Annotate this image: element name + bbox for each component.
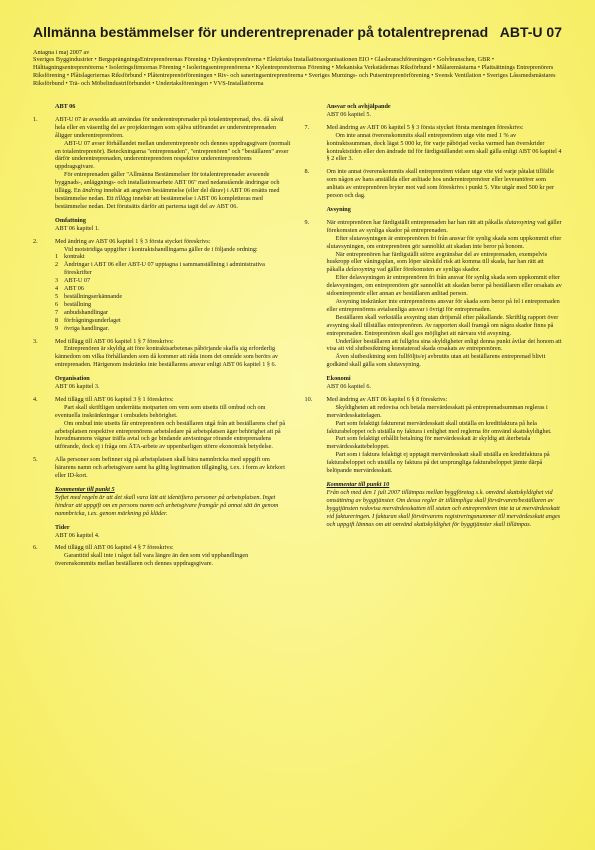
- clause-3: [33, 338, 291, 370]
- paragraph: För entreprenaden gäller "Allmänna Bestämmelser för totalentreprenader avseende byggnads-, anläggnings- och installationsarbete ABT 06" med nedanstående ändringar och tillägg. En ändring innebär att angiven bestämmelse (eller del därav) i ABT 06 ersätts med bestämmelse nedan. Ett tillägg innebär att bestämmelse i ABT 06 kompletteras med bestämmelse nedan. Det förutsätts därför att parterna tagit del av ABT 06.: [55, 171, 280, 210]
- paragraph: Part skall skriftligen underrätta motparten om vem som utsetts till ombud och om eventuella inskränkningar i ombudets behörighet.: [55, 403, 266, 419]
- paragraph: Underlåter beställaren att fullgöra sina skyldigheter enligt denna punkt åvilar det honom att visa att vid slutbesiktning konstaterad skada orsakats av entreprenören.: [326, 337, 562, 353]
- section-heading: Organisation: [55, 375, 90, 383]
- clause-4: [33, 396, 291, 451]
- clause-1: [33, 116, 291, 211]
- comment-box: [55, 486, 291, 518]
- section-heading: Ekonomi: [326, 375, 351, 383]
- paragraph: Med tillägg till ABT 06 kapitel 4 § 7 föreskrivs:: [55, 544, 174, 552]
- paragraph: Skyldigheten att redovisa och betala mervärdesskatt på entreprenadsumman regleras i mervärdesskattelagen.: [326, 403, 548, 419]
- clause-7: [305, 124, 563, 164]
- intro: [33, 49, 562, 89]
- clause-10: [305, 396, 563, 475]
- section-subheading: ABT 06 kapitel 4.: [55, 531, 100, 539]
- paragraph: Part som felaktigt fakturerat mervärdesskatt skall utställa en kreditfaktura på hela fakturabeloppet och utställa ny faktura i enlighet med reglerna för omvänd skattskyldighet.: [326, 419, 552, 435]
- clause-number: 10.: [304, 395, 313, 403]
- precedence-list-item: 6 beställning: [55, 300, 92, 308]
- section-subheading: ABT 06 kapitel 5.: [326, 110, 372, 118]
- precedence-list-item: 5 beställningserkännande: [55, 292, 123, 300]
- section-heading: Avsyning: [326, 206, 351, 213]
- paragraph: Om inte annat överenskommits skall entreprenören vidare utge vite vid varje påtalat tillfälle som någon av hans anställda eller anlitade hos underentreprenörer eller leverantörer som anlitats av entreprenören bryter mot vad som föreskrivs i punkt 5. Vite utgår med 500 kr per person och dag.: [326, 168, 555, 200]
- paragraph: Med ändring av ABT 06 kapitel 6 § 8 föreskrivs:: [326, 395, 448, 403]
- section-heading: ABT 06: [55, 103, 76, 111]
- clause-9: [305, 219, 563, 369]
- clause-number: 4.: [33, 395, 38, 403]
- precedence-list-item: 7 anbudshandlingar: [55, 308, 108, 316]
- paragraph: Med ändring av ABT 06 kapitel 1 § 3 första stycket föreskrivs:: [55, 237, 211, 245]
- clause-8: [305, 168, 563, 200]
- comment-title: Kommentar till punkt 5: [55, 486, 115, 493]
- paragraph: Efter delavsyningen är entreprenören fri från ansvar för synlig skada som uppkommit efter delavsyningen, om entreprenören gör sannolikt att skadan beror på beställaren eller orsakats av sidoentreprenör eller annan av beställaren anlitad person.: [326, 274, 562, 298]
- paragraph: Part som i faktura felaktigt ej upptagit mervärdesskatt skall utställa en kreditfaktura på fakturabeloppet och utställa ny faktura på det ursprungliga fakturabeloppet jämte därpå belöpande mervärdesskatt.: [326, 451, 550, 475]
- clause-number: 7.: [304, 123, 310, 131]
- section-heading: Tider: [55, 523, 70, 531]
- precedence-list-item: 1 kontrakt: [55, 253, 85, 261]
- document-code: ABT-U 07: [499, 24, 562, 40]
- comment-title: Kommentar till punkt 10: [326, 481, 390, 488]
- paragraph: Med ändring av ABT 06 kapitel 5 § 3 första stycket första meningen föreskrivs:: [326, 123, 524, 131]
- paragraph: Beställaren skall verkställa avsyning utan dröjsmål efter påkallande. Skriftlig rapport över avsyning skall tillställas entreprenören. Av rapporten skall framgå om några skador finns på entreprenaden. Entreprenören skall ges möjlighet att närvara vid avsyning.: [326, 313, 559, 337]
- paragraph: Med tillägg till ABT 06 kapitel 3 § 1 föreskrivs:: [55, 395, 174, 403]
- precedence-list-item: 9 övriga handlingar.: [55, 324, 110, 332]
- comment-body: Från och med den 1 juli 2007 tillämpas mellan byggföretag s.k. omvänd skattskyldighet vid omsättning av byggtjänster. Om dessa regler är tillämpliga skall förvärvaren/beställaren av byggtjänsten redovisa mervärdesskatten till staten och entreprenören inte ta ut mervärdesskatt vid faktureringen. I fakturan skall förvärvarens registreringsnummer till mervärdesskatt anges och uppgift lämnas om att omvänd skattskyldighet för byggtjänster skall tillämpas.: [326, 488, 561, 528]
- comment-box: [327, 481, 563, 528]
- paragraph: Alla personer som befinner sig på arbetsplatsen skall bära namnbricka med uppgift om härarens namn och arbetsgivare samt ha giltig legitimation tillgänglig, t.ex. i form av körkort eller ID-kort.: [55, 456, 285, 480]
- clause-number: 5.: [33, 456, 38, 464]
- clause-number: 2.: [33, 237, 38, 245]
- paragraph: Vid motstridiga uppgifter i kontraktshandlingarna gäller de i följande ordning:: [64, 245, 258, 253]
- paragraph: Avsyning inskränker inte entreprenörens ansvar för skada som beror på fel i entreprenaden eller entreprenörens avtalsenliga ansvar i övrigt för entreprenaden.: [326, 297, 560, 313]
- clause-6: [33, 544, 291, 568]
- precedence-list-item: 4 ABT 06: [55, 285, 84, 293]
- clause-number: 6.: [33, 544, 38, 552]
- document-title: Allmänna bestämmelser för underentreprenader på totalentreprenad: [33, 24, 489, 40]
- clause-number: 8.: [304, 168, 310, 176]
- clause-number: 1.: [33, 115, 38, 123]
- precedence-list-item: 8 förfrågningsunderlaget: [55, 316, 121, 324]
- paragraph: När entreprenören har färdigställt större avgränsbar del av entreprenaden, exempelvis huskropp eller våningsplan, som löper särskild risk att komma till skada, har han rätt att påkalla delavsyning vad gäller förekomsten av synliga skador.: [326, 250, 548, 274]
- section-heading: Omfattning: [55, 216, 86, 224]
- adoption-line: Antagna i maj 2007 av: [33, 48, 90, 56]
- paragraph: Part som felaktigt erhållit betalning för mervärdesskatt är skyldig att återbetala mervärdesskattebeloppet.: [326, 435, 531, 451]
- right-column: [305, 103, 563, 568]
- precedence-list-item: 3 ABT-U 07: [55, 277, 91, 285]
- left-column: [33, 103, 291, 568]
- section-heading: Ansvar och avhjälpande: [326, 103, 391, 111]
- clause-number: 9.: [304, 218, 310, 226]
- body-columns: [33, 103, 562, 568]
- paragraph: Med tillägg till ABT 06 kapitel 1 § 7 föreskrivs:: [55, 337, 174, 345]
- clause-number: 3.: [33, 337, 38, 345]
- document-header: [33, 25, 562, 41]
- precedence-list-item: 2 Ändringar i ABT 06 eller ABT-U 07 upptagna i sammanställning i administrativa föreskrifter: [55, 261, 265, 277]
- paragraph: ABT-U 07 är avsedda att användas för underentreprenader på totalentreprenad, dvs. då såväl hela eller en väsentlig del av projekteringen som själva utförandet av underentreprenaden åligger underentreprenören.: [55, 115, 284, 139]
- paragraph: Efter slutavsyningen är entreprenören fri från ansvar för synlig skada som uppkommit efter slutavsyningen, om entreprenören gör sannolikt att skadan inte beror på honom.: [326, 234, 562, 250]
- clause-2: [33, 238, 291, 333]
- precedence-list: [55, 253, 291, 332]
- paragraph: Garantitid skall inte i något fall vara längre än den som vid upphandlingen överenskommits mellan beställaren och dennes uppdragsgivare.: [55, 552, 249, 568]
- clause-5: [33, 456, 291, 480]
- paragraph: ABT-U 07 avser förhållandet mellan underentreprenör och dennes uppdragsgivare (normalt en totalentreprenör). Beteckningarna "entreprenaden", "entreprenören" och "beställaren" avser därför underentreprenaden, underentreprenören respektive underentreprenörens uppdragsgivare.: [55, 139, 291, 171]
- comment-body: Syftet med regeln är att det skall vara lätt att identifiera personer på arbetsplatsen. Inget hindrar att uppgift om en persons namn och arbetsgivare framgår på annat sätt än genom namnbricka, t.ex. genom märkning på kläder.: [55, 493, 279, 517]
- paragraph: Entreprenören är skyldig att före kontraktsarbetenas påbörjande skaffa sig erforderlig kännedom om vilka förhållanden som då kommer att råda inom det område som berörs av entreprenaden. Härigenom inskränks inte beställarens ansvar enligt ABT 06 kapitel 1 § 6.: [55, 345, 279, 369]
- section-subheading: ABT 06 kapitel 1.: [55, 224, 100, 232]
- paragraph: Om ombud inte utsetts får entreprenören och beställaren utgå från att beställarens chef på arbetsplatsen respektive entreprenörens arbetsledare på arbetsplatsen äger behörighet att på huvudmannens vägnar träffa avtal och ge bindande anvisningar rörande entreprenadens utförande, dock ej i fråga om ÄTA-arbete av uppenbarligen större ekonomisk betydelse.: [55, 419, 286, 451]
- paragraph: Om inte annat överenskommits skall entreprenören utge vite med 1 % av kontraktssumman, dock lägst 5 000 kr, för varje påbörjad vecka varmed han överskrider kontraktstiden eller den ändrade tid för färdigställandet som skall gälla enligt ABT 06 kapitel 4 § 2 eller 3.: [326, 131, 562, 163]
- paragraph: Även slutbesiktning som fullföljts/ej avbrutits utan att beställarens entreprenad blivit godkänd skall gälla som slutavsyning.: [326, 353, 546, 369]
- organization-list: Sveriges Byggindustrier • BergsprängningsEntreprenörernas Förening • Dykentreprenörerna • Elektriska Installatörsorganisationen EIO • Glasbranschföreningen • Golvbranschen, GBR • Hälttagningsentreprenörerna • Isoleringsfirmornas Förening • Isoleringsentreprenörerna • Kylentreprenörernas Förening • Mekaniska Verkstädernas Riksförbund • Målaremästarna • Plattsättnings Entreprenörers Riksförening • Plåtslageriernas Riksförbund • Plåtentreprenörföreningen • Riv- och saneringsentreprenörerna • Sveriges Murnings- och Putsentreprenörförening • Svensk Ventilation • Sveriges Låssmedsmästares Riksförbund • Trä- och Möbelindustriförbundet • Undertaksföreningen • VVS-Installatörerna: [33, 56, 556, 88]
- section-subheading: ABT 06 kapitel 6.: [326, 383, 372, 391]
- paragraph: När entreprenören har färdigställt entreprenaden har han rätt att påkalla slutavsyning vad gäller förekomsten av synliga skador på entreprenaden.: [326, 218, 562, 234]
- section-subheading: ABT 06 kapitel 3.: [55, 383, 100, 391]
